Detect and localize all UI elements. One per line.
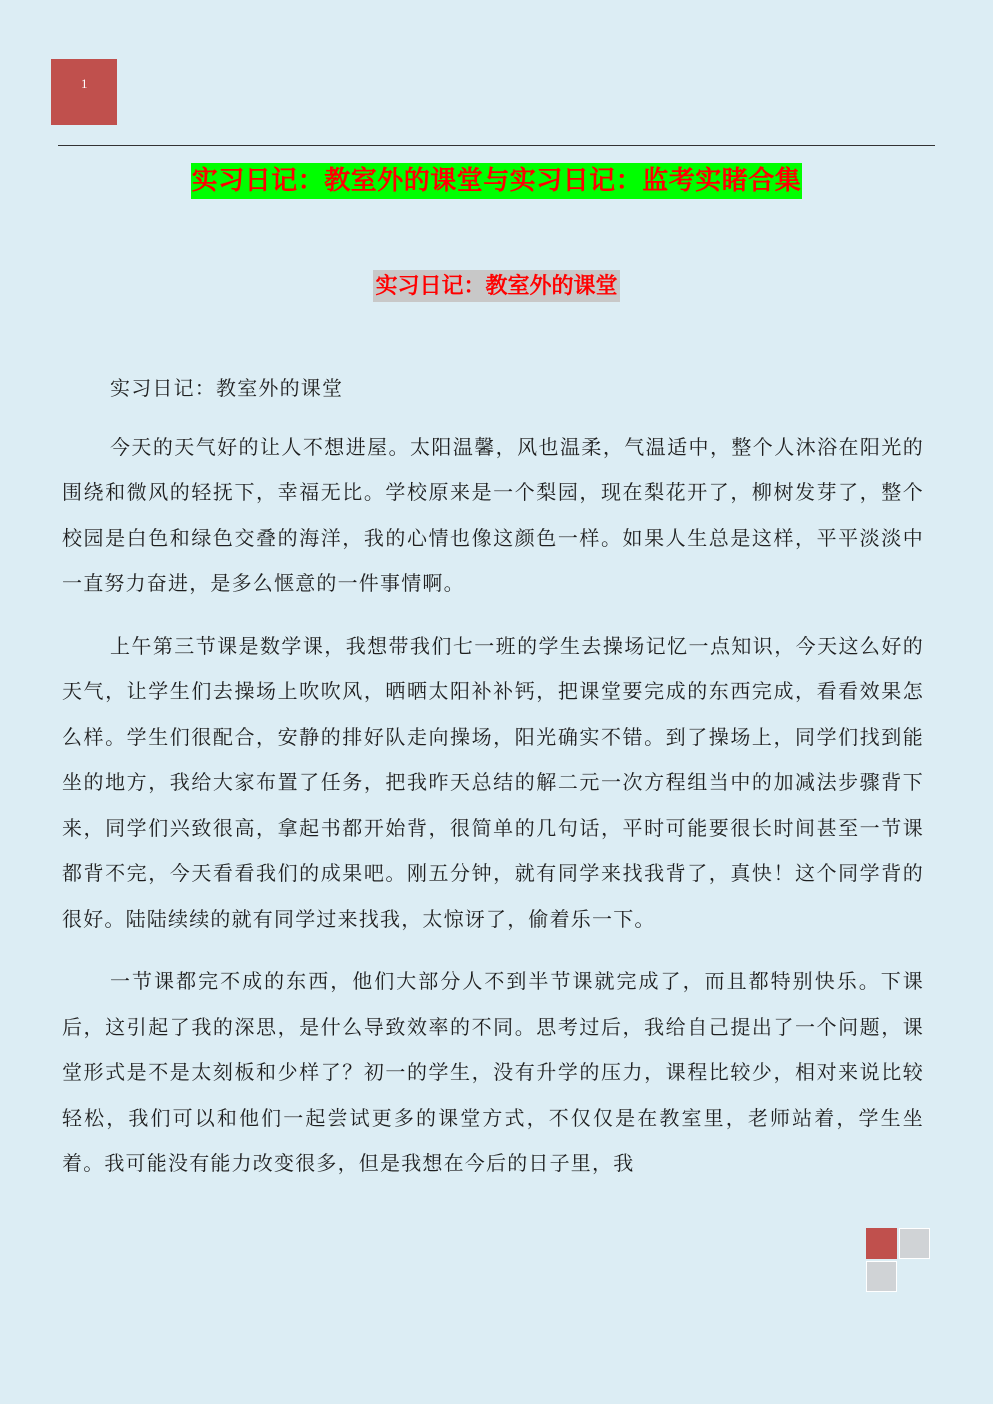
- page-number-badge: [51, 59, 117, 125]
- document-title-block: [0, 163, 993, 199]
- corner-decoration: [866, 1228, 934, 1294]
- paragraph: 今天的天气好的让人不想进屋。太阳温馨，风也温柔，气温适中，整个人沐浴在阳光的围绕和微风的轻抚下，幸福无比。学校原来是一个梨园，现在梨花开了，柳树发芽了，整个校园是白色和绿色交叠的海洋，我的心情也像这颜色一样。如果人生总是这样，平平淡淡中一直努力奋进，是多么惬意的一件事情啊。: [62, 434, 924, 595]
- corner-square-gray: [866, 1261, 897, 1292]
- page-number: 1: [81, 76, 88, 91]
- paragraph: 一节课都完不成的东西，他们大部分人不到半节课就完成了，而且都特别快乐。下课后，这引起了我的深思，是什么导致效率的不同。思考过后，我给自己提出了一个问题，课堂形式是不是太刻板和少样了？初一的学生，没有升学的压力，课程比较少，相对来说比较轻松，我们可以和他们一起尝试更多的课堂方式，不仅仅是在教室里，老师站着，学生坐着。我可能没有能力改变很多，但是我想在今后的日子里，我: [62, 969, 924, 1175]
- header-divider: [58, 145, 935, 146]
- paragraph: 上午第三节课是数学课，我想带我们七一班的学生去操场记忆一点知识，今天这么好的天气，让学生们去操场上吹吹风，晒晒太阳补补钙，把课堂要完成的东西完成，看看效果怎么样。学生们很配合，安静的排好队走向操场，阳光确实不错。到了操场上，同学们找到能坐的地方，我给大家布置了任务，把我昨天总结的解二元一次方程组当中的加减法步骤背下来，同学们兴致很高，拿起书都开始背，很简单的几句话，平时可能要很长时间甚至一节课都背不完，今天看看我们的成果吧。刚五分钟，就有同学来找我背了，真快！这个同学背的很好。陆陆续续的就有同学过来找我，太惊讶了，偷着乐一下。: [62, 633, 924, 931]
- section-title-block: [0, 270, 993, 302]
- article-heading-line: 实习日记：教室外的课堂: [110, 376, 344, 400]
- document-title: 实习日记：教室外的课堂与实习日记：监考实睹合集: [191, 163, 803, 199]
- corner-square-red: [866, 1228, 897, 1259]
- corner-square-gray: [899, 1228, 930, 1259]
- section-title: 实习日记：教室外的课堂: [373, 270, 619, 302]
- article-body: [62, 366, 924, 1204]
